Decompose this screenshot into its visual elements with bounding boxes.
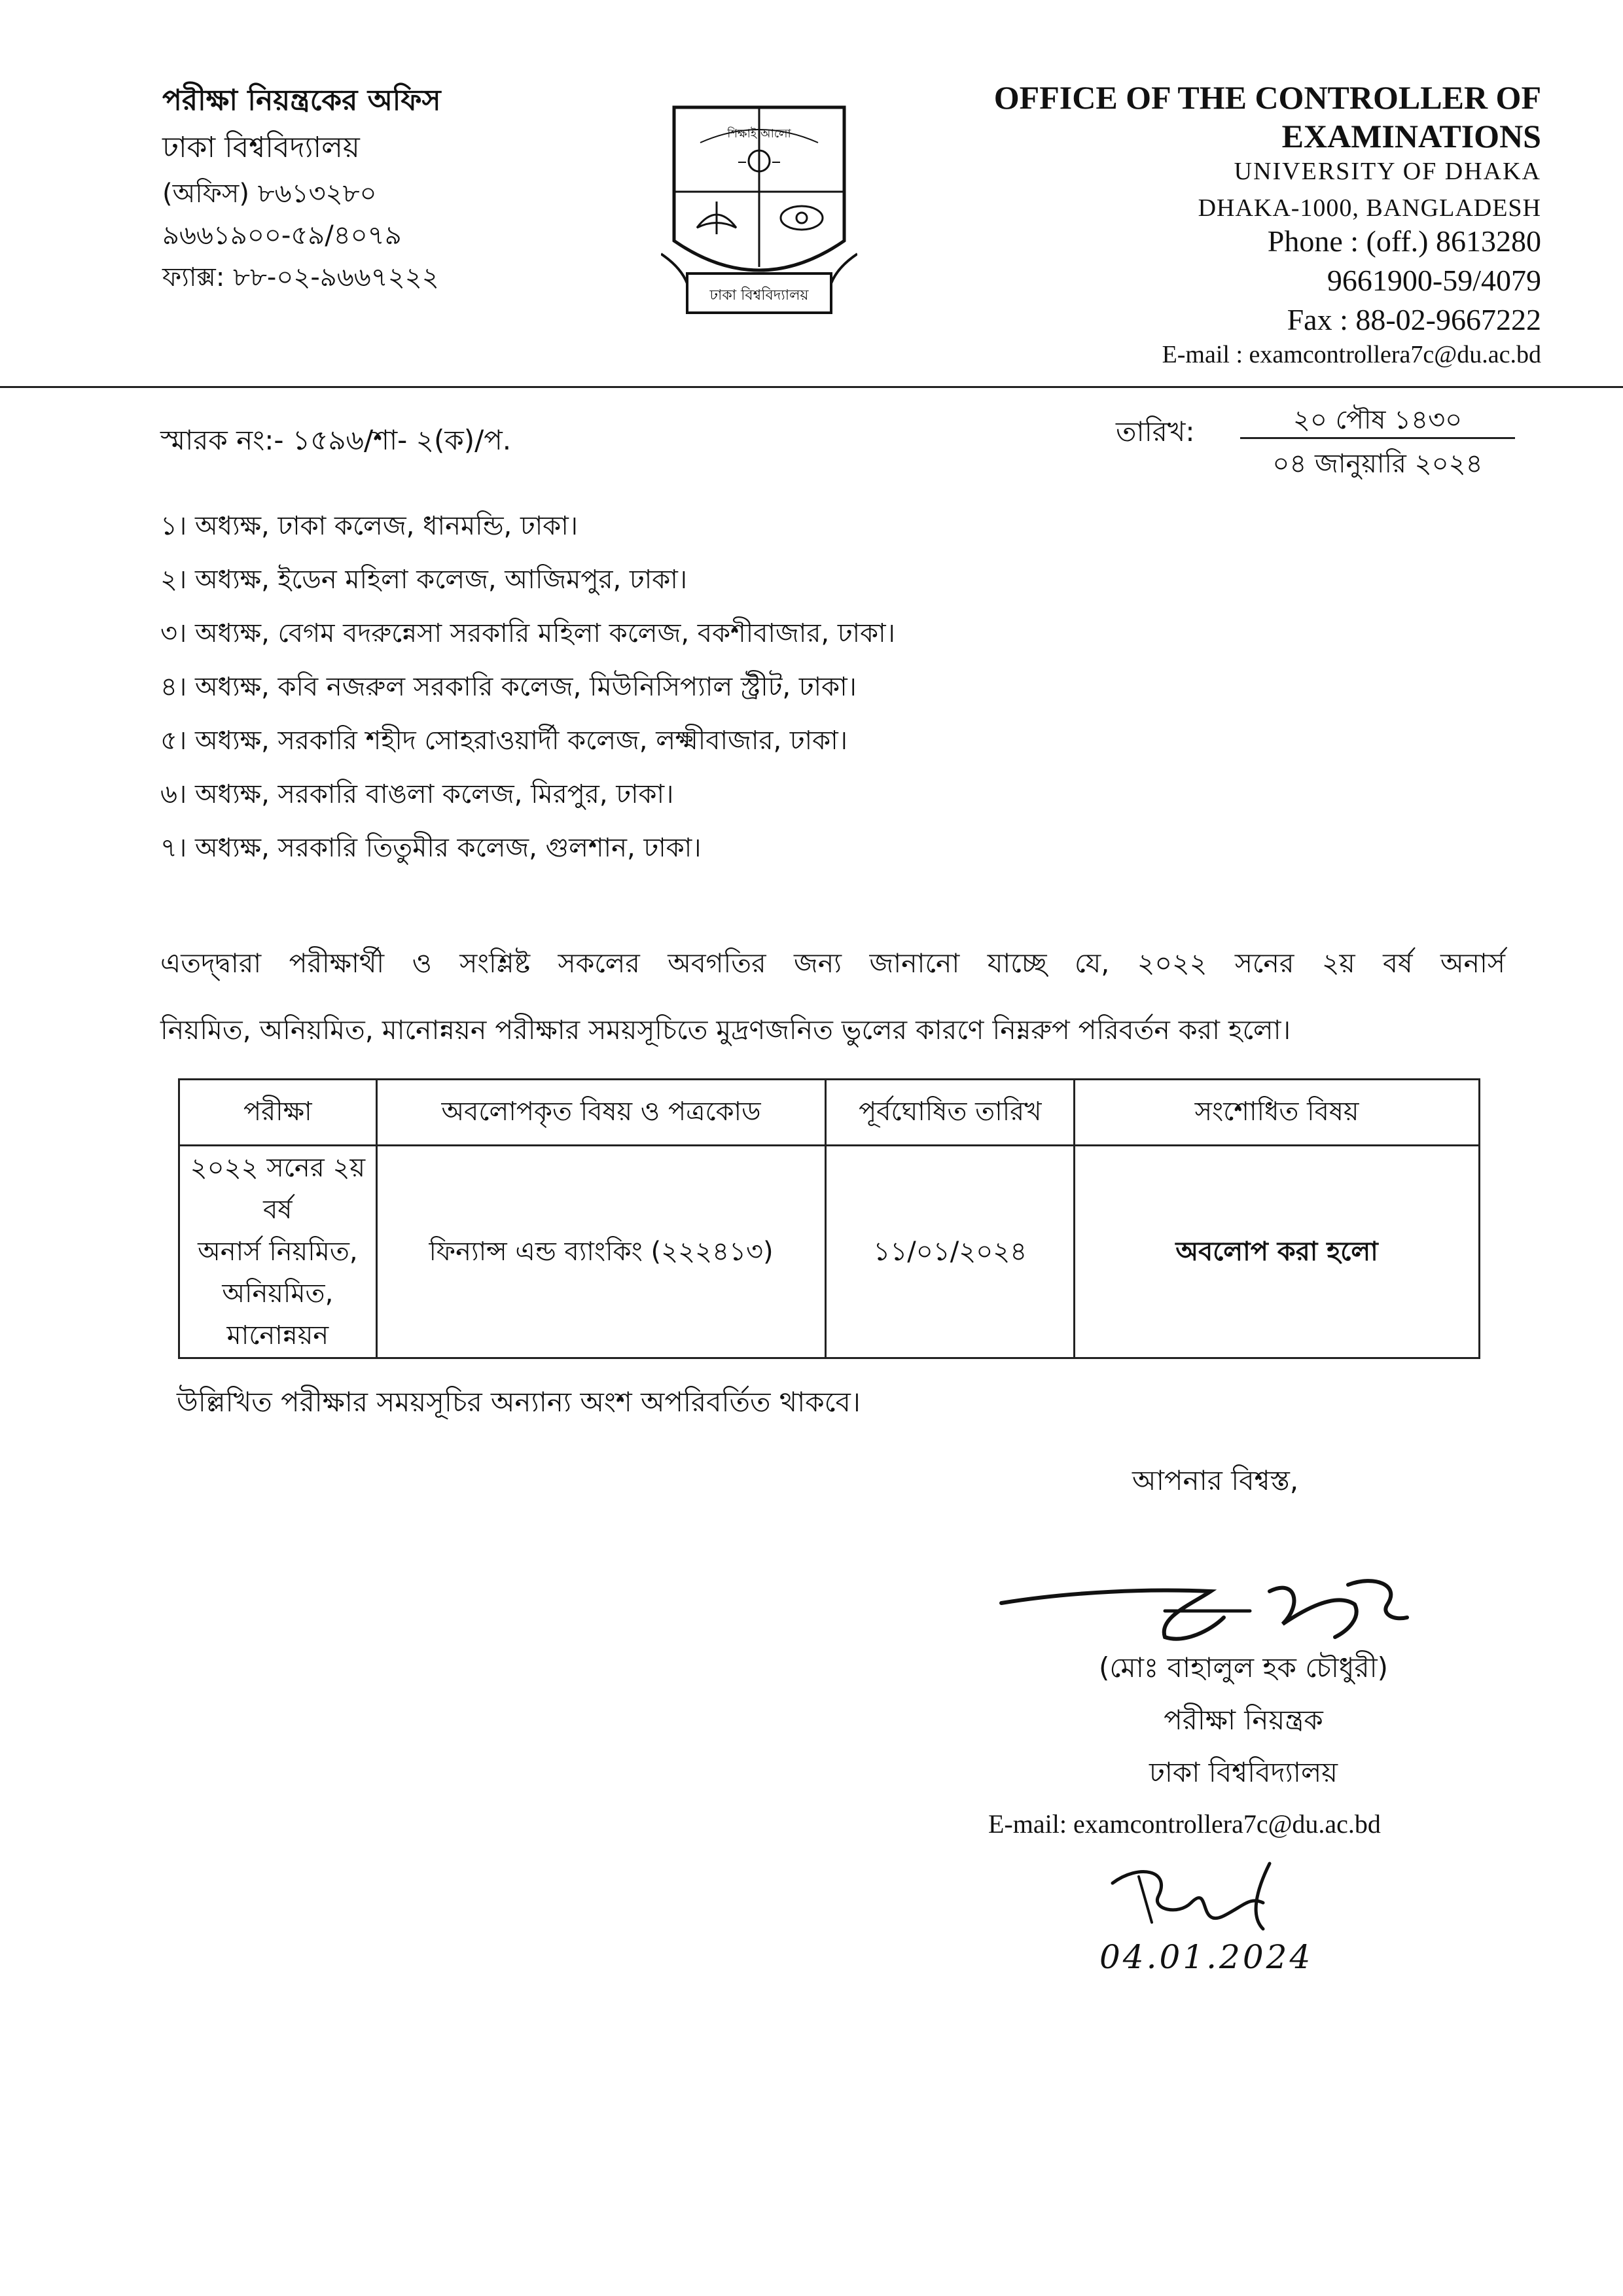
- memo-reference: স্মারক নং:- ১৫৯৬/শা- ২(ক)/প.: [160, 424, 512, 456]
- body-paragraph-line1: এতদ্দ্বারা পরীক্ষার্থী ও সংশ্লিষ্ট সকলের অবগতির জন্য জানানো যাচ্ছে যে, ২০২২ সনের ২য় বর্ষ অনার্স: [160, 947, 1505, 979]
- email-english: E-mail : examcontrollera7c@du.ac.bd: [1162, 341, 1541, 368]
- exam-cell: [179, 1146, 377, 1358]
- handwritten-initials: [1099, 1857, 1309, 1942]
- phone-english: Phone : (off.) 8613280: [1267, 224, 1541, 258]
- header-divider: [0, 386, 1623, 388]
- table-header-subject: অবলোপকৃত বিষয় ও পত্রকোড: [376, 1080, 826, 1146]
- table-row: [179, 1146, 1480, 1358]
- office-name-english: [994, 79, 1541, 156]
- exam-line: অনার্স নিয়মিত,: [198, 1237, 358, 1267]
- date-label: তারিখ:: [1116, 415, 1195, 448]
- list-item: ৬। অধ্যক্ষ, সরকারি বাঙলা কলেজ, মিরপুর, ঢাকা।: [160, 779, 674, 809]
- handwritten-date: 04.01.2024: [1099, 1938, 1313, 1976]
- table-header-previous-date: পূর্বঘোষিত তারিখ: [826, 1080, 1075, 1146]
- office-name-line2: EXAMINATIONS: [1281, 118, 1541, 154]
- fax-bengali: ফ্যাক্স: ৮৮-০২-৯৬৬৭২২২: [162, 262, 439, 292]
- closing-statement: উল্লিখিত পরীক্ষার সময়সূচির অন্যান্য অংশ অপরিবর্তিত থাকবে।: [177, 1386, 861, 1418]
- list-item: ২। অধ্যক্ষ, ইডেন মহিলা কলেজ, আজিমপুর, ঢাকা।: [160, 565, 688, 595]
- signer-email: E-mail: examcontrollera7c@du.ac.bd: [988, 1809, 1381, 1839]
- table-header-revision: সংশোধিত বিষয়: [1075, 1080, 1480, 1146]
- list-item: ৭। অধ্যক্ষ, সরকারি তিতুমীর কলেজ, গুলশান, ঢাকা।: [160, 833, 702, 863]
- list-item: ১। অধ্যক্ষ, ঢাকা কলেজ, ধানমন্ডি, ঢাকা।: [160, 511, 579, 541]
- office-name-line1: OFFICE OF THE CONTROLLER OF: [993, 79, 1541, 116]
- closing-regards: আপনার বিশ্বস্ত,: [1132, 1464, 1299, 1496]
- office-name-bengali: পরীক্ষা নিয়ন্ত্রকের অফিস: [162, 84, 441, 117]
- alt-phone-bengali: ৯৬৬১৯০০-৫৯/৪০৭৯: [162, 221, 402, 251]
- signer-title: পরীক্ষা নিয়ন্ত্রক: [1164, 1704, 1323, 1736]
- table-header-row: [179, 1080, 1480, 1146]
- exam-line: অনিয়মিত, মানোন্নয়ন: [222, 1279, 334, 1351]
- recipient-list: [160, 510, 895, 886]
- date-divider: [1240, 437, 1515, 439]
- table-header-exam: পরীক্ষা: [179, 1080, 377, 1146]
- list-item: ৩। অধ্যক্ষ, বেগম বদরুন্নেসা সরকারি মহিলা কলেজ, বকশীবাজার, ঢাকা।: [160, 618, 895, 648]
- alt-phone-english: 9661900-59/4079: [1327, 264, 1541, 297]
- office-phone-bengali: (অফিস) ৮৬১৩২৮০: [162, 179, 377, 209]
- list-item: ৫। অধ্যক্ষ, সরকারি শহীদ সোহরাওয়ার্দী কলেজ, লক্ষ্মীবাজার, ঢাকা।: [160, 726, 848, 756]
- university-name-english: UNIVERSITY OF DHAKA: [1234, 158, 1541, 185]
- date-bengali-calendar: ২০ পৌষ ১৪৩০: [1293, 405, 1463, 435]
- subject-cell: ফিন্যান্স এন্ড ব্যাংকিং (২২২৪১৩): [376, 1146, 826, 1358]
- date-gregorian: ০৪ জানুয়ারি ২০২৪: [1272, 449, 1483, 479]
- signer-university: ঢাকা বিশ্ববিদ্যালয়: [1149, 1756, 1338, 1788]
- university-crest-logo: [661, 103, 857, 326]
- crest-motto: শিক্ষাই আলো: [727, 127, 791, 141]
- signer-name: (মোঃ বাহালুল হক চৌধুরী): [1099, 1651, 1388, 1684]
- list-item: ৪। অধ্যক্ষ, কবি নজরুল সরকারি কলেজ, মিউনিসিপ্যাল স্ট্রীট, ঢাকা।: [160, 672, 857, 702]
- revision-cell: অবলোপ করা হলো: [1075, 1146, 1480, 1358]
- exam-line: ২০২২ সনের ২য় বর্ষ: [190, 1153, 366, 1225]
- crest-ribbon-text: ঢাকা বিশ্ববিদ্যালয়: [709, 287, 809, 304]
- revision-table: [178, 1078, 1480, 1359]
- previous-date-cell: ১১/০১/২০২৪: [826, 1146, 1075, 1358]
- body-paragraph-line2: নিয়মিত, অনিয়মিত, মানোন্নয়ন পরীক্ষার সময়সূচিতে মুদ্রণজনিত ভুলের কারণে নিম্নরুপ পরিবর্তন করা হলো।: [160, 1014, 1291, 1046]
- city-english: DHAKA-1000, BANGLADESH: [1198, 194, 1541, 222]
- handwritten-signature: [995, 1565, 1414, 1663]
- fax-english: Fax : 88-02-9667222: [1287, 303, 1541, 336]
- university-name-bengali: ঢাকা বিশ্ববিদ্যালয়: [162, 131, 360, 164]
